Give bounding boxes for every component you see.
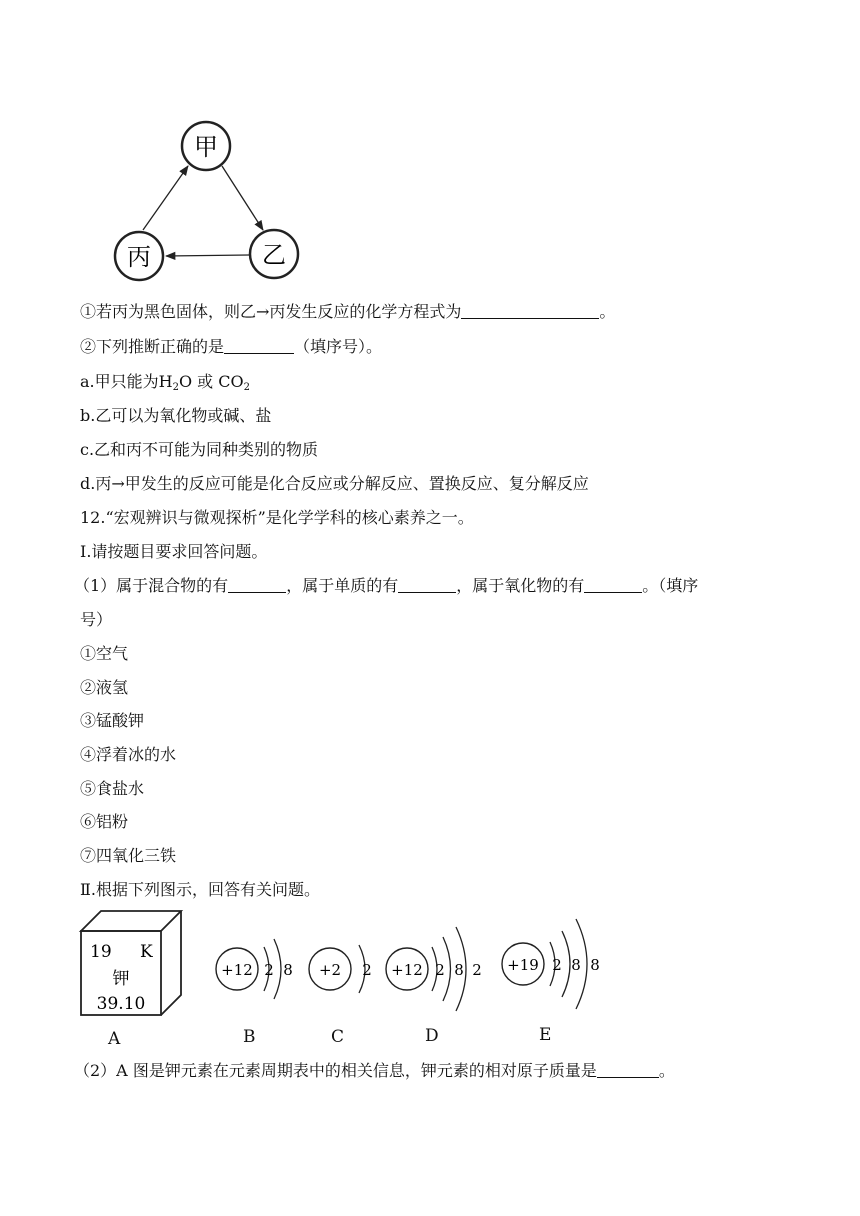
element-mass: 39.10 — [96, 994, 146, 1014]
list-item: ④浮着冰的水 — [80, 745, 177, 764]
svg-text:2: 2 — [362, 961, 372, 979]
element-number: 19 — [90, 942, 112, 962]
arrow-bing-to-jia — [143, 166, 188, 230]
q12-part1: （1）属于混合物的有 ，属于单质的有 ，属于氧化物的有 。（填序 — [74, 576, 699, 595]
svg-text:2: 2 — [552, 956, 562, 974]
list-item: ⑥铝粉 — [80, 812, 129, 831]
svg-text:2: 2 — [435, 961, 445, 979]
list-item: ②液氢 — [80, 678, 129, 697]
figure-label-b: B — [243, 1027, 256, 1047]
node-yi — [250, 230, 298, 278]
answer-blank-element[interactable] — [398, 578, 456, 593]
figure-label-c: C — [331, 1027, 345, 1047]
svg-text:2: 2 — [472, 961, 482, 979]
svg-text:甲: 甲 — [194, 133, 218, 161]
node-jia — [182, 122, 230, 170]
node-bing — [115, 232, 163, 280]
q12-title: 12.“宏观辨识与微观探析”是化学学科的核心素养之一。 — [80, 508, 474, 527]
q12-part2: （2）A 图是钾元素在元素周期表中的相关信息，钾元素的相对原子质量是 。 — [74, 1061, 675, 1080]
answer-blank-equation[interactable] — [461, 304, 599, 319]
q12-section2: Ⅱ.根据下列图示，回答有关问题。 — [80, 880, 320, 899]
figure-label-d: D — [425, 1026, 439, 1046]
svg-text:8: 8 — [454, 961, 464, 979]
q12-section1: Ⅰ.请按题目要求回答问题。 — [80, 542, 268, 561]
svg-text:乙: 乙 — [262, 241, 286, 269]
figure-label-e: E — [539, 1025, 552, 1045]
q11-part2: ②下列推断正确的是 （填序号）。 — [80, 337, 383, 356]
q11-option-d: d.丙→甲发生的反应可能是化合反应或分解反应、置换反应、复分解反应 — [80, 474, 589, 493]
list-item: ⑦四氧化三铁 — [80, 846, 177, 865]
arrow-yi-to-bing — [166, 255, 249, 256]
svg-text:2: 2 — [264, 961, 274, 979]
list-item: ①空气 — [80, 644, 129, 663]
atom-diagram-e — [502, 919, 600, 1009]
svg-text:+2: +2 — [318, 961, 342, 979]
answer-blank-oxide[interactable] — [584, 578, 642, 593]
svg-text:+12: +12 — [221, 961, 253, 979]
answer-blank-mixture[interactable] — [228, 578, 286, 593]
q11-part1: ①若丙为黑色固体，则乙→丙发生反应的化学方程式为 。 — [80, 302, 616, 321]
atom-diagram-c — [309, 945, 372, 993]
atom-diagram-d — [386, 927, 482, 1011]
element-symbol: K — [140, 942, 153, 962]
figure-label-a: A — [108, 1029, 121, 1049]
svg-text:8: 8 — [590, 956, 600, 974]
svg-text:丙: 丙 — [127, 243, 151, 271]
svg-text:8: 8 — [571, 956, 581, 974]
arrow-jia-to-yi — [222, 166, 263, 230]
list-item: ③锰酸钾 — [80, 711, 145, 730]
cycle-diagram — [0, 0, 860, 300]
q11-option-a: a.甲只能为$H_2O$ 或 $CO_2$ — [80, 372, 251, 393]
q11-option-b: b.乙可以为氧化物或碱、盐 — [80, 406, 272, 425]
svg-text:8: 8 — [283, 961, 293, 979]
answer-blank-atomic-mass[interactable] — [597, 1063, 659, 1078]
svg-text:+19: +19 — [507, 956, 539, 974]
q12-part1-wrap: 号） — [80, 610, 113, 629]
q11-option-c: c.乙和丙不可能为同种类别的物质 — [80, 440, 319, 459]
list-item: ⑤食盐水 — [80, 779, 145, 798]
answer-blank-choice[interactable] — [224, 339, 294, 354]
element-name: 钾 — [112, 969, 130, 989]
atom-diagram-b — [216, 939, 293, 999]
svg-text:+12: +12 — [391, 961, 423, 979]
